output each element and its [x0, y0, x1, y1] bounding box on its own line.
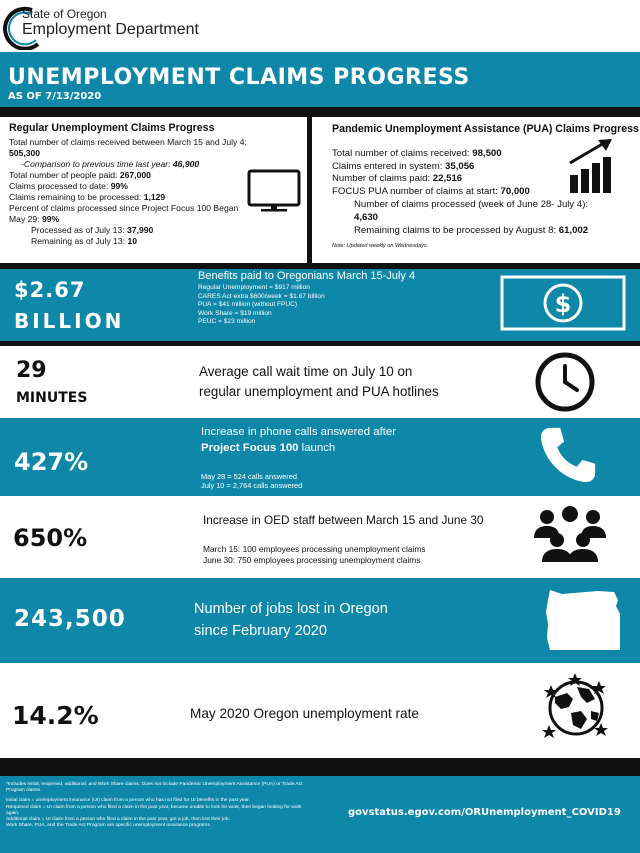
wait-time-band	[0, 346, 640, 418]
pua-note: Note: Updated weekly on Wednesdays.	[332, 243, 429, 250]
jobs-band	[0, 578, 640, 663]
jobs-line: Number of jobs lost in Oregon	[194, 601, 388, 617]
page-title: UNEMPLOYMENT CLAIMS PROGRESS	[8, 65, 470, 90]
wait-time-value: 29	[16, 358, 47, 383]
monitor-icon	[247, 169, 301, 213]
pua-entered-label: Claims entered in system:	[332, 160, 443, 172]
jobs-lost-value: 243,500	[14, 606, 126, 632]
processed-label: Claims processed to date:	[9, 181, 109, 191]
wait-time-line: Average call wait time on July 10 on	[199, 364, 413, 379]
divider-bar	[0, 107, 640, 117]
phone-icon	[537, 424, 599, 486]
calls-line: Increase in phone calls answered after	[201, 426, 397, 438]
pua-claims-heading: Pandemic Unemployment Assistance (PUA) Claims Progress	[332, 123, 639, 135]
footer-notes	[6, 782, 306, 829]
people-paid-label: Total number of people paid:	[9, 170, 118, 180]
people-paid-value: 267,000	[119, 170, 151, 180]
calls-increase-value: 427%	[14, 448, 89, 476]
calls-description	[201, 424, 396, 456]
footer-note: *Includes initial, reopened, additional, and Work Share claims. Does not include Pandemic Unemployment Assistance (PUA) or Trade Act Program claims.	[6, 782, 303, 794]
processed-jul13-row	[9, 225, 299, 236]
calls-band	[0, 418, 640, 496]
pua-focus-label: FOCUS PUA number of claims at start:	[332, 186, 498, 198]
staff-increase-value: 650%	[13, 524, 88, 552]
title-band	[0, 52, 640, 107]
regular-claims-heading: Regular Unemployment Claims Progress	[9, 122, 215, 134]
benefits-line: Work Share = $19 million	[198, 309, 272, 317]
claims-section	[0, 117, 640, 263]
staff-detail: March 15: 100 employees processing unemployment claims	[203, 544, 426, 554]
column-divider	[307, 117, 312, 263]
footer-note: Initial claim = unemployment insurance (UI) claim from a person who has not filed for UI benefits in the past year.	[6, 798, 250, 804]
comparison-value: 46,900	[172, 159, 200, 169]
percent-row	[9, 203, 249, 225]
total-received-row	[9, 137, 299, 148]
jobs-description	[194, 598, 388, 642]
benefits-line: PUA = $41 million (without FPUC)	[198, 301, 298, 309]
svg-text:$: $	[554, 290, 572, 318]
pua-aug-label: Remaining claims to be processed by August 8:	[354, 224, 557, 236]
remaining-jul13-label: Remaining as of July 13:	[31, 236, 126, 246]
total-received-label: Total number of claims received between March 15 and July 4:	[9, 137, 247, 147]
remaining-label: Claims remaining to be processed:	[9, 192, 142, 202]
total-received-value: 505,300	[9, 148, 41, 158]
rate-band	[0, 663, 640, 758]
benefits-band	[0, 269, 640, 341]
divider-bar	[0, 758, 640, 776]
pua-received-label: Total number of claims received:	[332, 147, 470, 159]
staff-detail: June 30: 750 employees processing unemployment claims	[203, 555, 421, 565]
header	[0, 0, 640, 52]
benefits-line: PEUC = $23 million	[198, 318, 256, 326]
pua-week-label: Number of claims processed (week of June 28- July 4):	[354, 198, 589, 210]
pua-received-value: 98,500	[472, 147, 502, 159]
pua-week-value: 4,630	[354, 211, 379, 223]
benefits-amount: $2.67	[14, 278, 86, 302]
benefits-line: Regular Unemployment = $917 million	[198, 284, 310, 291]
processed-jul13-label: Processed as of July 13:	[31, 225, 125, 235]
dollar-bill-icon	[500, 275, 626, 331]
comparison-label: -Comparison to previous time last year:	[21, 159, 171, 169]
wait-time-unit: MINUTES	[16, 390, 88, 406]
wait-time-description	[199, 362, 439, 402]
oregon-map-icon	[544, 588, 626, 652]
logo-state-text: State of Oregon	[22, 7, 107, 21]
jobs-line: since February 2020	[194, 623, 328, 639]
pua-entered-value: 35,056	[445, 160, 475, 172]
benefits-unit: BILLION	[14, 309, 125, 333]
processed-value: 99%	[110, 181, 128, 191]
globe-icon	[541, 673, 611, 743]
pua-week-row	[332, 199, 592, 225]
pua-aug-value: 61,002	[558, 224, 589, 236]
percent-value: 99%	[41, 214, 60, 224]
logo-department-text: Employment Department	[22, 21, 199, 38]
footer	[0, 776, 640, 853]
pua-paid-value: 22,516	[432, 173, 463, 185]
calls-detail: May 28 = 524 calls answered	[201, 472, 297, 481]
people-group-icon	[532, 504, 608, 564]
benefits-breakdown	[198, 284, 325, 327]
processed-jul13-value: 37,990	[127, 225, 154, 235]
footer-note: Additional claim = UI claim from a person who filed a claim in the past year, got a job, then lost their job.	[6, 817, 230, 823]
pua-paid-label: Number of claims paid:	[332, 173, 431, 185]
remaining-jul13-value: 10	[127, 236, 138, 246]
benefits-heading: Benefits paid to Oregonians March 15-July 4	[198, 270, 416, 282]
calls-detail: July 10 = 2,764 calls answered	[201, 481, 303, 491]
footer-url-link[interactable]: govstatus.egov.com/ORUnemployment_COVID19	[348, 807, 621, 818]
unemployment-rate-description: May 2020 Oregon unemployment rate	[190, 706, 419, 721]
remaining-jul13-row	[9, 236, 299, 247]
benefits-line: CARES Act extra $600/week = $1.67 billion	[198, 292, 325, 300]
footer-note: Reopened claim = UI claim from a person who filed a claim in the past year, became unable to look for work, then began looking for work again.	[6, 804, 302, 816]
footer-note: Work Share, PUA, and the Trade Act Program are specific unemployment insurance programs.	[6, 823, 212, 829]
percent-label: Percent of claims processed since Project Focus 100 Began May 29:	[9, 203, 239, 224]
clock-icon	[533, 350, 597, 414]
staff-details	[203, 544, 426, 566]
project-focus-label: Project Focus 100	[201, 442, 299, 454]
pua-focus-value: 70,000	[500, 186, 530, 198]
page-subtitle: AS OF 7/13/2020	[8, 91, 102, 102]
staff-description: Increase in OED staff between March 15 and June 30	[203, 513, 484, 527]
unemployment-rate-value: 14.2%	[12, 701, 99, 730]
wait-time-line: regular unemployment and PUA hotlines	[199, 384, 439, 399]
calls-line-end: launch	[301, 442, 336, 454]
remaining-value: 1,129	[143, 192, 166, 202]
calls-details	[201, 472, 302, 490]
bar-chart-growth-icon	[568, 137, 618, 195]
staff-band	[0, 496, 640, 578]
pua-aug-row	[332, 225, 632, 238]
